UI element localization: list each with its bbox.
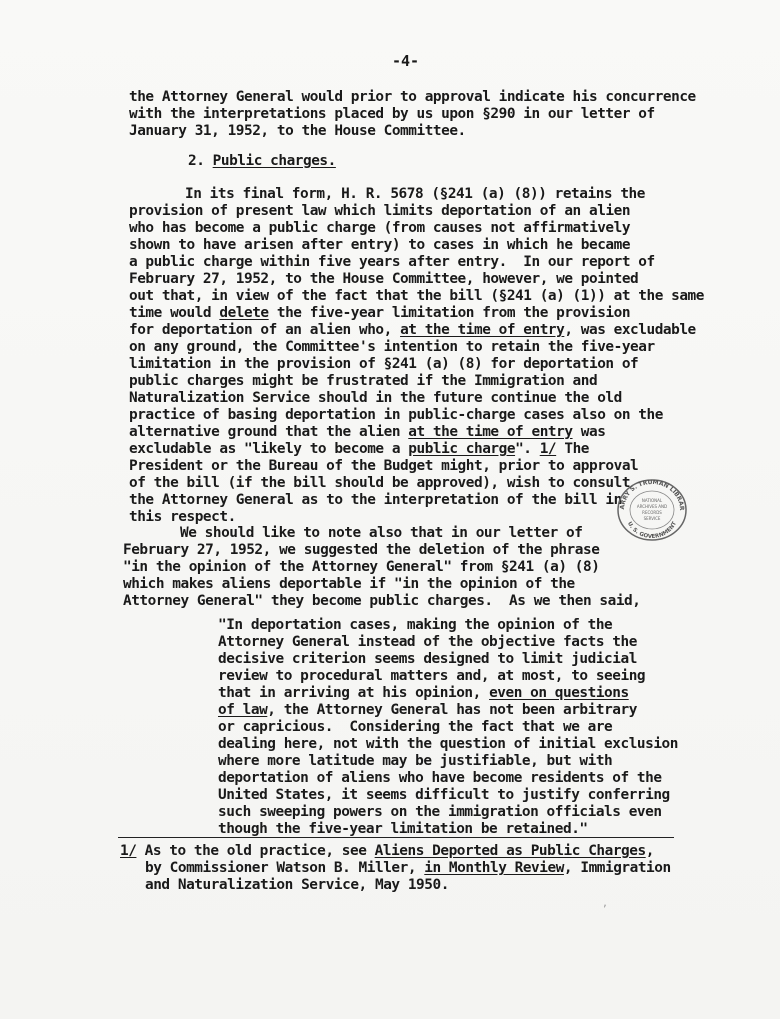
para1-line: with the interpretations placed by us upon §290 in our letter of (129, 106, 655, 122)
stamp-center-text: NATIONAL (641, 498, 663, 503)
para2-line: who has become a public charge (from causes not affirmatively (129, 220, 631, 236)
text-run: time would (129, 305, 220, 321)
footnote-line (145, 860, 671, 877)
para2-line (129, 441, 589, 458)
underlined-text: delete (219, 305, 269, 321)
para3-line: We should like to note also that in our letter of (180, 525, 583, 541)
text-run: , the Attorney General has not been arbitrary (267, 702, 637, 718)
underlined-text: at the time of entry (408, 424, 573, 440)
para2-line (129, 424, 605, 441)
underlined-text: of law (218, 702, 268, 718)
footnote-marker: 1/ (539, 441, 557, 457)
stamp-center-text: RECORDS (642, 510, 662, 515)
para2-line: February 27, 1952, to the House Committee, however, we pointed (129, 271, 639, 287)
stamp-center-text: SERVICE (643, 516, 661, 521)
footnote-rule (118, 837, 674, 838)
section-number: 2. (188, 153, 205, 169)
para2-line: Naturalization Service should in the future continue the old (129, 390, 622, 406)
quote-line: such sweeping powers on the immigration officials even (218, 804, 662, 820)
quote-line: United States, it seems difficult to justify conferring (218, 787, 670, 803)
underlined-text: even on questions (489, 685, 629, 701)
para2-line: this respect. (129, 509, 236, 525)
section-title: Public charges. (212, 153, 336, 169)
quote-line: deportation of aliens who have become residents of the (218, 770, 662, 786)
para3-line: Attorney General" they become public charges. As we then said, (123, 593, 641, 609)
text-run: excludable as "likely to become a (129, 441, 409, 457)
text-run: ". (515, 441, 540, 457)
underlined-text: public charge (408, 441, 516, 457)
footnote-line (120, 843, 654, 860)
para2-line (129, 305, 630, 322)
quote-line: where more latitude may be justifiable, but with (218, 753, 613, 769)
text-run: alternative ground that the alien (129, 424, 409, 440)
para2-line: the Attorney General as to the interpretation of the bill in (129, 492, 622, 508)
para2-line (129, 322, 696, 339)
text-run: was (572, 424, 606, 440)
text-run: , Immigration (563, 860, 671, 876)
para1-line: the Attorney General would prior to approval indicate his concurrence (129, 89, 696, 105)
text-run: for deportation of an alien who, (129, 322, 401, 338)
archive-stamp (613, 478, 691, 542)
quote-line: decisive criterion seems designed to limit judicial (218, 651, 637, 667)
para3-line: which makes aliens deportable if "in the opinion of the (123, 576, 575, 592)
text-run: , was excludable (564, 322, 696, 338)
page-number: -4- (392, 52, 420, 70)
underlined-text: Aliens Deported as Public Charges (374, 843, 646, 859)
quote-line: though the five-year limitation be retained." (218, 821, 588, 837)
para2-line: a public charge within five years after entry. In our report of (129, 254, 655, 270)
quote-line (218, 685, 629, 702)
text-run: The (556, 441, 590, 457)
underlined-text: in Monthly Review (424, 860, 564, 876)
quote-line: Attorney General instead of the objective facts the (218, 634, 637, 650)
para2-line: practice of basing deportation in public-charge cases also on the (129, 407, 663, 423)
para2-line: In its final form, H. R. 5678 (§241 (a) (8)) retains the (185, 186, 645, 202)
text-run: the five-year limitation from the provision (268, 305, 631, 321)
para3-line: "in the opinion of the Attorney General" from §241 (a) (8) (123, 559, 600, 575)
quote-line: review to procedural matters and, at most, to seeing (218, 668, 646, 684)
section-heading (188, 153, 336, 170)
text-run: , (645, 843, 654, 859)
quote-line (218, 702, 637, 719)
para2-line: limitation in the provision of §241 (a) (8) for deportation of (129, 356, 639, 372)
footnote-marker: 1/ (120, 843, 137, 859)
quote-line: "In deportation cases, making the opinion of the (218, 617, 613, 633)
para2-line: on any ground, the Committee's intention to retain the five-year (129, 339, 655, 355)
para2-line: President or the Bureau of the Budget might, prior to approval (129, 458, 639, 474)
para2-line: provision of present law which limits deportation of an alien (129, 203, 631, 219)
para1-line: January 31, 1952, to the House Committee. (129, 123, 466, 139)
scan-artifact: , (602, 898, 609, 909)
para2-line: out that, in view of the fact that the bill (§241 (a) (1)) at the same (129, 288, 704, 304)
stamp-center-text: ARCHIVES AND (636, 504, 668, 509)
text-run: that in arriving at his opinion, (218, 685, 490, 701)
para2-line: of the bill (if the bill should be approved), wish to consult (129, 475, 631, 491)
quote-line: or capricious. Considering the fact that we are (218, 719, 613, 735)
footnote-line: and Naturalization Service, May 1950. (145, 877, 449, 893)
para3-line: February 27, 1952, we suggested the deletion of the phrase (123, 542, 600, 558)
svg-text:U. S. GOVERNMENT (626, 521, 678, 540)
quote-line: dealing here, not with the question of initial exclusion (218, 736, 678, 752)
stamp-top-text: ARRY S. TRUMAN LIBRAR (618, 478, 686, 511)
stamp-bottom-text: U. S. GOVERNMENT (625, 520, 679, 541)
underlined-text: at the time of entry (400, 322, 565, 338)
text-run: As to the old practice, see (136, 843, 375, 859)
para2-line: public charges might be frustrated if the Immigration and (129, 373, 598, 389)
stamp-graphic (613, 478, 691, 542)
para2-line: shown to have arisen after entry) to cases in which he became (129, 237, 631, 253)
text-run: by Commissioner Watson B. Miller, (145, 860, 425, 876)
